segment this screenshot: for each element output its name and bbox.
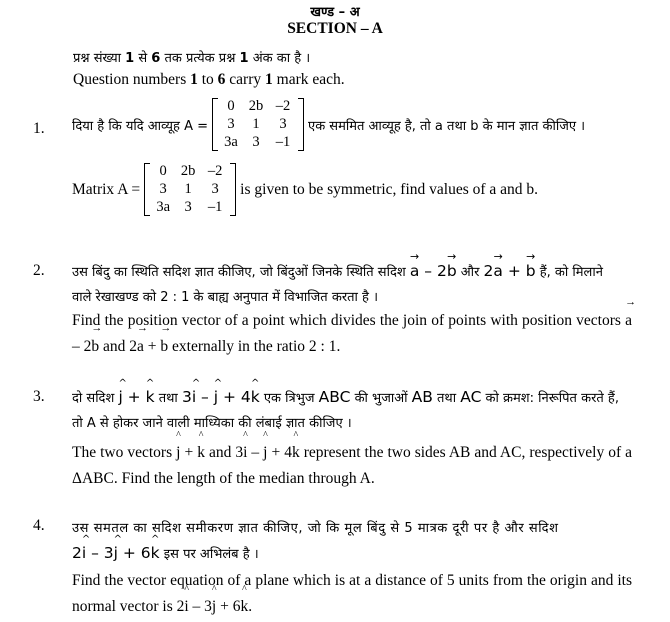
question-4-number: 4.	[33, 517, 45, 534]
section-title-english: SECTION – A	[287, 20, 383, 37]
question-3-hindi-line-2: तो A से होकर जाने वाली माध्यिका की लंबाई ज्ञात कीजिए ।	[72, 416, 352, 431]
question-3-number: 3.	[33, 388, 45, 405]
question-1-english-line	[72, 163, 538, 216]
matrix-cell: –2	[207, 163, 223, 179]
matrix-cell: –1	[275, 134, 291, 150]
matrix-a-english	[144, 163, 236, 216]
question-1-hindi-pre: दिया है कि यदि आव्यूह A =	[72, 118, 208, 134]
question-4-hindi-line-1: उस समतल का सदिश समीकरण ज्ञात कीजिए, जो कि मूल बिंदु से 5 मात्रक दूरी पर है और सदिश	[72, 521, 559, 536]
question-4-english: Find the vector equation of a plane which is at a distance of 5 units from the origin and its normal vector is 2^ i – 3^ j + 6^ k.	[72, 568, 632, 620]
matrix-a-hindi	[212, 98, 304, 151]
section-title-hindi: खण्ड – अ	[310, 5, 360, 20]
matrix-cell: 3	[252, 134, 260, 150]
matrix-cell: 3	[159, 181, 167, 197]
instruction-english: Question numbers 1 to 6 carry 1 mark each.	[73, 71, 345, 88]
matrix-cell: 1	[184, 181, 192, 197]
instruction-hindi: प्रश्न संख्या 1 से 6 तक प्रत्येक प्रश्न 1 अंक का है ।	[73, 51, 311, 66]
matrix-cell: 3a	[224, 134, 238, 150]
question-1-english-post: is given to be symmetric, find values of a and b.	[240, 180, 539, 198]
matrix-cell: 0	[159, 163, 167, 179]
matrix-cell: 3a	[156, 199, 171, 215]
question-2-english: Find the position vector of a point which divides the join of points with position vectors → a – 2→ b and 2→ a + → b externally in the ratio 2 : 1.	[72, 308, 632, 360]
matrix-cell: 1	[252, 116, 260, 132]
matrix-cell: 2b	[248, 98, 264, 114]
matrix-cell: 0	[227, 98, 235, 114]
question-1-hindi-post: एक सममित आव्यूह है, तो a तथा b के मान ज्ञात कीजिए ।	[308, 118, 586, 134]
matrix-cell: 3	[227, 116, 235, 132]
question-3-hindi-line-1: दो सदिश ^ j + ^ k तथा 3^ i – ^ j + 4^ k एक त्रिभुज ABC की भुजाओं AB तथा AC को क्रमश: निरूपित करते हैं,	[72, 388, 619, 406]
question-1-english-pre: Matrix A =	[72, 180, 141, 198]
matrix-cell: –2	[275, 98, 291, 114]
question-1-number: 1.	[33, 120, 45, 137]
matrix-cell: 3	[184, 199, 192, 215]
question-2-hindi-line-1: उस बिंदु का स्थिति सदिश ज्ञात कीजिए, जो बिंदुओं जिनके स्थिति सदिश → a – 2→ b और 2→ a + → b हैं, को मिलाने	[72, 262, 603, 280]
matrix-cell: 2b	[180, 163, 196, 179]
matrix-cell: –1	[207, 199, 223, 215]
question-3-english: The two vectors ^ j + ^ k and 3^ i – ^ j + 4^ k represent the two sides AB and AC, respectively of a ΔABC. Find the length of the median through A.	[72, 440, 632, 492]
question-2-hindi-line-2: वाले रेखाखण्ड को 2 : 1 के बाह्य अनुपात में विभाजित करता है ।	[72, 290, 379, 305]
question-2-number: 2.	[33, 262, 45, 279]
question-1-hindi-line	[72, 98, 585, 151]
matrix-cell: 3	[279, 116, 287, 132]
matrix-cell: 3	[211, 181, 219, 197]
question-4-hindi-line-2: 2^ i – 3^ j + 6^ k इस पर अभिलंब है ।	[72, 544, 259, 562]
